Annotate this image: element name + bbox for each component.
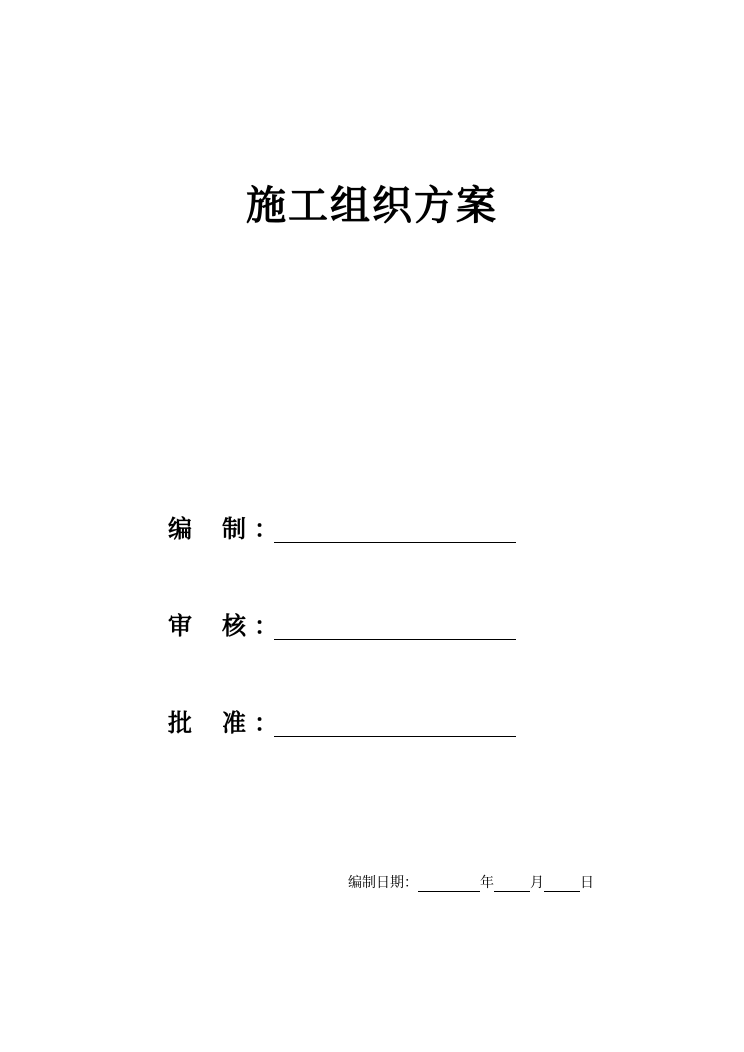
compiler-label-char-1: 编 bbox=[168, 514, 192, 543]
compiler-signature-row bbox=[168, 514, 528, 548]
compiler-label-colon: ： bbox=[254, 514, 278, 543]
month-unit: 月 bbox=[530, 875, 544, 891]
month-blank bbox=[494, 877, 530, 892]
year-blank bbox=[418, 877, 480, 892]
year-unit: 年 bbox=[480, 875, 494, 891]
approver-signature-line bbox=[274, 736, 516, 737]
day-unit: 日 bbox=[580, 875, 594, 891]
approver-label-char-2: 准 bbox=[222, 708, 246, 737]
reviewer-signature-row bbox=[168, 611, 528, 645]
reviewer-signature-line bbox=[274, 639, 516, 640]
compile-date-row bbox=[348, 874, 594, 894]
approver-signature-row bbox=[168, 708, 528, 742]
reviewer-label-char-1: 审 bbox=[168, 611, 192, 640]
compiler-label-char-2: 制 bbox=[222, 514, 246, 543]
reviewer-label-colon: ： bbox=[254, 611, 278, 640]
compile-date-label: 编制日期： bbox=[348, 875, 418, 891]
approver-label-char-1: 批 bbox=[168, 708, 192, 737]
approver-label-colon: ： bbox=[254, 708, 278, 737]
compiler-signature-line bbox=[274, 542, 516, 543]
day-blank bbox=[544, 877, 580, 892]
reviewer-label-char-2: 核 bbox=[222, 611, 246, 640]
document-title: 施工组织方案 bbox=[246, 182, 498, 229]
